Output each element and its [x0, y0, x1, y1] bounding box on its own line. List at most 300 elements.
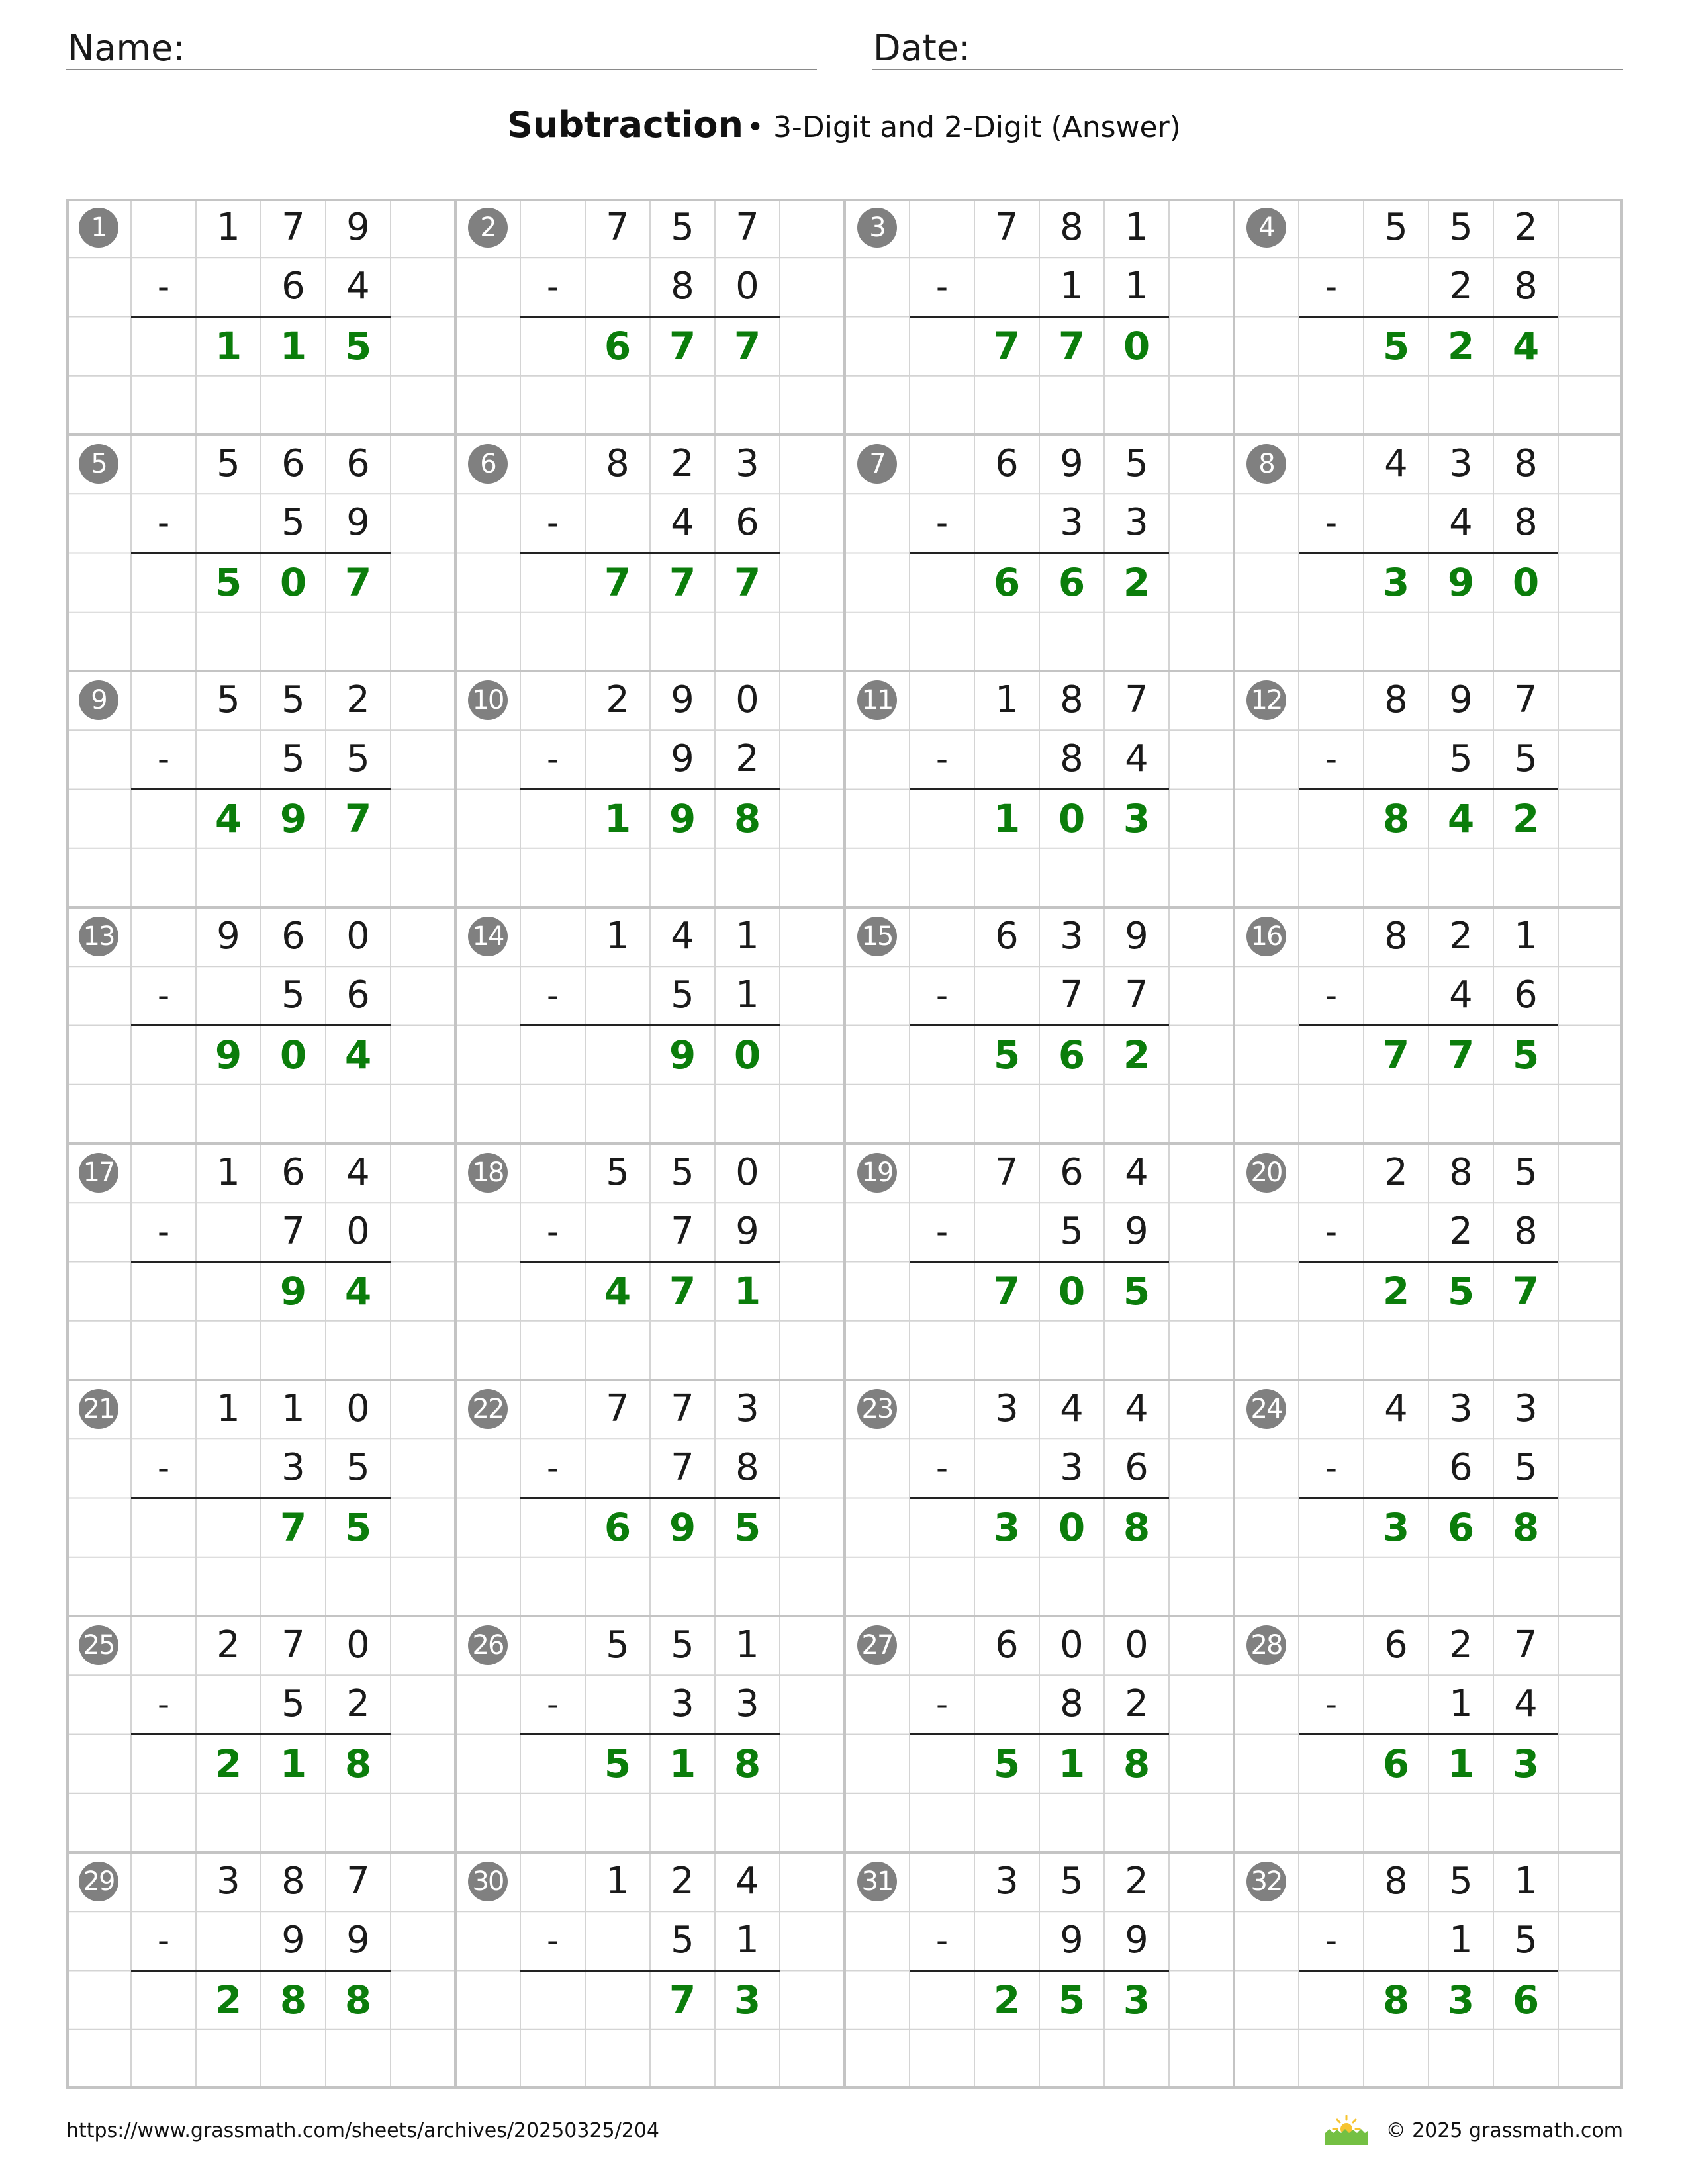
subtrahend-digit: 1 — [735, 1919, 759, 1962]
subtrahend-digit: 7 — [671, 1210, 694, 1253]
subtrahend-digit: 3 — [1125, 501, 1149, 545]
problem-number-badge: 3 — [857, 208, 897, 248]
answer-digit: 1 — [1447, 1741, 1475, 1786]
minuend-digit: 1 — [735, 1623, 759, 1666]
answer-digit: 5 — [344, 1504, 372, 1550]
minus-sign: - — [935, 1212, 949, 1251]
answer-digit: 2 — [993, 1977, 1021, 2023]
minus-sign: - — [1325, 1685, 1338, 1724]
subtrahend-digit: 8 — [1060, 737, 1084, 781]
subtrahend-digit: 9 — [346, 1919, 370, 1962]
answer-digit: 8 — [344, 1977, 372, 2023]
problem-number-badge: 28 — [1246, 1625, 1286, 1665]
answer-digit: 6 — [1058, 1032, 1086, 1077]
answer-digit: 9 — [1447, 559, 1475, 605]
minuend-digit: 7 — [281, 206, 305, 249]
minuend-digit: 6 — [995, 1623, 1019, 1666]
subtrahend-digit: 8 — [735, 1446, 759, 1490]
minuend-digit: 5 — [1384, 206, 1408, 249]
minus-sign: - — [1325, 504, 1338, 543]
problem-number-badge: 7 — [857, 444, 897, 484]
minuend-digit: 9 — [1060, 442, 1084, 485]
answer-digit: 4 — [604, 1268, 632, 1314]
minuend-digit: 5 — [216, 442, 240, 485]
answer-digit: 5 — [993, 1741, 1021, 1786]
problem-grid — [66, 199, 1623, 2089]
minus-sign: - — [157, 1685, 170, 1724]
title-sub: • 3-Digit and 2-Digit (Answer) — [747, 111, 1181, 144]
answer-digit: 0 — [1123, 323, 1150, 369]
minuend-digit: 3 — [735, 442, 759, 485]
subtrahend-digit: 1 — [1449, 1682, 1473, 1726]
answer-digit: 3 — [1123, 1977, 1150, 2023]
minus-sign: - — [1325, 267, 1338, 306]
minuend-digit: 5 — [1514, 1151, 1538, 1194]
minus-sign: - — [1325, 1449, 1338, 1488]
subtrahend-digit: 4 — [1449, 974, 1473, 1017]
minuend-digit: 4 — [671, 915, 694, 958]
minus-sign: - — [157, 267, 170, 306]
minuend-digit: 2 — [671, 1860, 694, 1903]
subtrahend-digit: 5 — [1449, 737, 1473, 781]
minuend-digit: 9 — [1125, 915, 1149, 958]
minuend-digit: 5 — [1449, 206, 1473, 249]
minus-sign: - — [546, 740, 559, 779]
subtrahend-digit: 9 — [1060, 1919, 1084, 1962]
problem-number-badge: 23 — [857, 1389, 897, 1429]
subtrahend-digit: 8 — [671, 265, 694, 308]
minuend-digit: 2 — [1449, 1623, 1473, 1666]
subtrahend-digit: 5 — [1514, 1919, 1538, 1962]
problem-number-badge: 20 — [1246, 1153, 1286, 1193]
minuend-digit: 7 — [606, 206, 630, 249]
subtrahend-digit: 5 — [346, 737, 370, 781]
problem-number-badge: 30 — [468, 1862, 508, 1901]
answer-digit: 7 — [669, 1268, 696, 1314]
answer-digit: 4 — [344, 1268, 372, 1314]
minus-sign: - — [157, 1449, 170, 1488]
problem-number-badge: 6 — [468, 444, 508, 484]
answer-digit: 7 — [733, 323, 761, 369]
minuend-digit: 6 — [281, 442, 305, 485]
problem-number-badge: 10 — [468, 680, 508, 720]
answer-digit: 8 — [1123, 1504, 1150, 1550]
answer-digit: 8 — [1382, 1977, 1410, 2023]
minuend-digit: 3 — [1449, 1387, 1473, 1430]
answer-digit: 1 — [733, 1268, 761, 1314]
answer-digit: 2 — [1447, 323, 1475, 369]
minuend-digit: 1 — [281, 1387, 305, 1430]
minuend-digit: 3 — [995, 1387, 1019, 1430]
subtrahend-digit: 4 — [1125, 737, 1149, 781]
minuend-digit: 3 — [1449, 442, 1473, 485]
minuend-digit: 7 — [606, 1387, 630, 1430]
answer-digit: 8 — [344, 1741, 372, 1786]
answer-digit: 7 — [279, 1504, 307, 1550]
minuend-digit: 3 — [995, 1860, 1019, 1903]
grass-sun-logo-icon — [1323, 2113, 1370, 2146]
minuend-digit: 8 — [1060, 206, 1084, 249]
problem-number-badge: 18 — [468, 1153, 508, 1193]
minuend-digit: 7 — [281, 1623, 305, 1666]
minus-sign: - — [935, 1449, 949, 1488]
subtrahend-digit: 1 — [1125, 265, 1149, 308]
minus-sign: - — [1325, 740, 1338, 779]
subtrahend-digit: 9 — [671, 737, 694, 781]
minuend-digit: 7 — [671, 1387, 694, 1430]
subtrahend-digit: 5 — [1060, 1210, 1084, 1253]
subtrahend-digit: 7 — [281, 1210, 305, 1253]
minuend-digit: 5 — [1060, 1860, 1084, 1903]
answer-digit: 9 — [669, 1032, 696, 1077]
minus-sign: - — [546, 1449, 559, 1488]
minuend-digit: 7 — [995, 1151, 1019, 1194]
answer-digit: 3 — [733, 1977, 761, 2023]
answer-digit: 5 — [733, 1504, 761, 1550]
minuend-digit: 2 — [1449, 915, 1473, 958]
minuend-digit: 2 — [1384, 1151, 1408, 1194]
minuend-digit: 3 — [1514, 1387, 1538, 1430]
minuend-digit: 9 — [346, 206, 370, 249]
problem-number-badge: 32 — [1246, 1862, 1286, 1901]
minuend-digit: 1 — [606, 1860, 630, 1903]
answer-digit: 1 — [279, 1741, 307, 1786]
footer-copyright: © 2025 grassmath.com — [1385, 2119, 1623, 2142]
answer-digit: 0 — [1512, 559, 1540, 605]
minuend-digit: 1 — [216, 1387, 240, 1430]
problem-number-badge: 19 — [857, 1153, 897, 1193]
answer-digit: 0 — [733, 1032, 761, 1077]
minuend-digit: 7 — [995, 206, 1019, 249]
minuend-digit: 8 — [1449, 1151, 1473, 1194]
answer-digit: 3 — [1382, 1504, 1410, 1550]
minuend-digit: 6 — [281, 1151, 305, 1194]
minuend-digit: 0 — [346, 1387, 370, 1430]
answer-digit: 1 — [604, 796, 632, 841]
minuend-digit: 9 — [671, 678, 694, 721]
subtrahend-digit: 9 — [1125, 1919, 1149, 1962]
problem-number-badge: 22 — [468, 1389, 508, 1429]
footer-url: https://www.grassmath.com/sheets/archives/20250325/204 — [66, 2119, 660, 2142]
minuend-digit: 3 — [1060, 915, 1084, 958]
minuend-digit: 8 — [1384, 1860, 1408, 1903]
subtrahend-digit: 2 — [1125, 1682, 1149, 1726]
problem-number-badge: 17 — [79, 1153, 118, 1193]
subtrahend-digit: 4 — [1514, 1682, 1538, 1726]
minuend-digit: 6 — [346, 442, 370, 485]
subtrahend-digit: 3 — [671, 1682, 694, 1726]
problem-number-badge: 1 — [79, 208, 118, 248]
subtrahend-digit: 6 — [281, 265, 305, 308]
problem-number-badge: 31 — [857, 1862, 897, 1901]
answer-digit: 9 — [214, 1032, 242, 1077]
subtrahend-digit: 5 — [671, 1919, 694, 1962]
answer-digit: 1 — [1058, 1741, 1086, 1786]
minuend-digit: 1 — [1514, 915, 1538, 958]
subtrahend-digit: 9 — [346, 501, 370, 545]
answer-digit: 3 — [1512, 1741, 1540, 1786]
subtrahend-digit: 8 — [1514, 1210, 1538, 1253]
answer-digit: 5 — [1382, 323, 1410, 369]
minuend-digit: 6 — [1384, 1623, 1408, 1666]
subtrahend-digit: 8 — [1060, 1682, 1084, 1726]
answer-digit: 7 — [344, 796, 372, 841]
subtrahend-digit: 6 — [346, 974, 370, 1017]
subtrahend-digit: 6 — [1125, 1446, 1149, 1490]
answer-digit: 8 — [1382, 796, 1410, 841]
minus-sign: - — [1325, 1212, 1338, 1251]
answer-digit: 7 — [344, 559, 372, 605]
problem-number-badge: 26 — [468, 1625, 508, 1665]
minuend-digit: 8 — [1384, 915, 1408, 958]
minus-sign: - — [1325, 1921, 1338, 1960]
minuend-digit: 7 — [1514, 678, 1538, 721]
subtrahend-digit: 6 — [1514, 974, 1538, 1017]
minuend-digit: 5 — [671, 206, 694, 249]
answer-digit: 4 — [214, 796, 242, 841]
minuend-digit: 4 — [1384, 442, 1408, 485]
answer-digit: 9 — [669, 1504, 696, 1550]
minuend-digit: 5 — [671, 1623, 694, 1666]
problem-number-badge: 12 — [1246, 680, 1286, 720]
subtrahend-digit: 1 — [735, 974, 759, 1017]
minus-sign: - — [157, 740, 170, 779]
minus-sign: - — [935, 267, 949, 306]
answer-digit: 4 — [1512, 323, 1540, 369]
minuend-digit: 7 — [1514, 1623, 1538, 1666]
problem-number-badge: 24 — [1246, 1389, 1286, 1429]
minuend-digit: 7 — [735, 206, 759, 249]
subtrahend-digit: 4 — [346, 265, 370, 308]
minus-sign: - — [935, 504, 949, 543]
problem-number-badge: 14 — [468, 917, 508, 956]
answer-digit: 3 — [1123, 796, 1150, 841]
answer-digit: 9 — [279, 796, 307, 841]
answer-digit: 5 — [604, 1741, 632, 1786]
minuend-digit: 9 — [216, 915, 240, 958]
subtrahend-digit: 3 — [735, 1682, 759, 1726]
subtrahend-digit: 2 — [346, 1682, 370, 1726]
answer-digit: 2 — [1382, 1268, 1410, 1314]
answer-digit: 7 — [669, 323, 696, 369]
minuend-digit: 1 — [216, 1151, 240, 1194]
subtrahend-digit: 8 — [1514, 501, 1538, 545]
answer-digit: 7 — [1512, 1268, 1540, 1314]
subtrahend-digit: 5 — [281, 501, 305, 545]
minus-sign: - — [157, 504, 170, 543]
problem-number-badge: 4 — [1246, 208, 1286, 248]
answer-digit: 5 — [1447, 1268, 1475, 1314]
subtrahend-digit: 9 — [735, 1210, 759, 1253]
minuend-digit: 1 — [1125, 206, 1149, 249]
answer-digit: 9 — [279, 1268, 307, 1314]
answer-digit: 8 — [733, 796, 761, 841]
answer-digit: 3 — [1382, 559, 1410, 605]
subtrahend-digit: 3 — [281, 1446, 305, 1490]
minus-sign: - — [935, 1921, 949, 1960]
minuend-digit: 8 — [1514, 442, 1538, 485]
subtrahend-digit: 5 — [1514, 1446, 1538, 1490]
minus-sign: - — [157, 1921, 170, 1960]
minuend-digit: 2 — [346, 678, 370, 721]
minuend-digit: 1 — [995, 678, 1019, 721]
answer-digit: 5 — [1512, 1032, 1540, 1077]
problem-number-badge: 13 — [79, 917, 118, 956]
problem-number-badge: 16 — [1246, 917, 1286, 956]
answer-digit: 0 — [279, 1032, 307, 1077]
answer-digit: 7 — [669, 1977, 696, 2023]
minuend-digit: 0 — [346, 915, 370, 958]
answer-digit: 5 — [1123, 1268, 1150, 1314]
answer-digit: 5 — [214, 559, 242, 605]
date-field[interactable] — [872, 25, 1623, 70]
answer-digit: 1 — [279, 323, 307, 369]
subtrahend-digit: 5 — [346, 1446, 370, 1490]
minuend-digit: 6 — [1060, 1151, 1084, 1194]
subtrahend-digit: 5 — [281, 1682, 305, 1726]
minus-sign: - — [546, 1212, 559, 1251]
minus-sign: - — [935, 976, 949, 1015]
minus-sign: - — [546, 1685, 559, 1724]
minuend-digit: 4 — [1384, 1387, 1408, 1430]
minuend-digit: 1 — [735, 915, 759, 958]
answer-digit: 2 — [1123, 559, 1150, 605]
problem-number-badge: 15 — [857, 917, 897, 956]
subtrahend-digit: 0 — [735, 265, 759, 308]
minus-sign: - — [935, 740, 949, 779]
subtrahend-digit: 5 — [281, 974, 305, 1017]
problem-number-badge: 27 — [857, 1625, 897, 1665]
minuend-digit: 4 — [1060, 1387, 1084, 1430]
answer-digit: 6 — [604, 323, 632, 369]
answer-digit: 0 — [1058, 1504, 1086, 1550]
subtrahend-digit: 6 — [1449, 1446, 1473, 1490]
page-title — [0, 104, 1688, 146]
problem-number-badge: 29 — [79, 1862, 118, 1901]
problem-number-badge: 21 — [79, 1389, 118, 1429]
minuend-digit: 6 — [995, 915, 1019, 958]
name-label: Name: — [68, 27, 185, 69]
subtrahend-digit: 9 — [281, 1919, 305, 1962]
minuend-digit: 7 — [346, 1860, 370, 1903]
minuend-digit: 5 — [1449, 1860, 1473, 1903]
minuend-digit: 6 — [995, 442, 1019, 485]
subtrahend-digit: 9 — [1125, 1210, 1149, 1253]
minuend-digit: 0 — [735, 678, 759, 721]
problem-number-badge: 25 — [79, 1625, 118, 1665]
subtrahend-digit: 2 — [1449, 1210, 1473, 1253]
minuend-digit: 4 — [1125, 1151, 1149, 1194]
answer-digit: 6 — [1512, 1977, 1540, 2023]
answer-digit: 3 — [993, 1504, 1021, 1550]
problem-number-badge: 8 — [1246, 444, 1286, 484]
minuend-digit: 4 — [346, 1151, 370, 1194]
minuend-digit: 0 — [346, 1623, 370, 1666]
answer-digit: 1 — [993, 796, 1021, 841]
answer-digit: 7 — [993, 1268, 1021, 1314]
title-main: Subtraction — [507, 104, 743, 146]
answer-digit: 6 — [604, 1504, 632, 1550]
answer-digit: 9 — [669, 796, 696, 841]
minuend-digit: 7 — [1125, 678, 1149, 721]
minus-sign: - — [157, 1212, 170, 1251]
minuend-digit: 0 — [1125, 1623, 1149, 1666]
subtrahend-digit: 4 — [1449, 501, 1473, 545]
date-label: Date: — [873, 27, 971, 69]
answer-digit: 0 — [1058, 1268, 1086, 1314]
answer-digit: 7 — [993, 323, 1021, 369]
minus-sign: - — [546, 1921, 559, 1960]
subtrahend-digit: 2 — [735, 737, 759, 781]
subtrahend-digit: 2 — [1449, 265, 1473, 308]
minus-sign: - — [546, 504, 559, 543]
answer-digit: 2 — [1123, 1032, 1150, 1077]
minus-sign: - — [1325, 976, 1338, 1015]
minus-sign: - — [157, 976, 170, 1015]
minuend-digit: 5 — [216, 678, 240, 721]
subtrahend-digit: 4 — [671, 501, 694, 545]
answer-digit: 6 — [1382, 1741, 1410, 1786]
minuend-digit: 1 — [1514, 1860, 1538, 1903]
minuend-digit: 0 — [735, 1151, 759, 1194]
minuend-digit: 1 — [216, 206, 240, 249]
minus-sign: - — [546, 267, 559, 306]
answer-digit: 7 — [1447, 1032, 1475, 1077]
answer-digit: 6 — [993, 559, 1021, 605]
answer-digit: 7 — [604, 559, 632, 605]
answer-digit: 7 — [1382, 1032, 1410, 1077]
minuend-digit: 8 — [281, 1860, 305, 1903]
minuend-digit: 8 — [606, 442, 630, 485]
answer-digit: 8 — [1123, 1741, 1150, 1786]
minuend-digit: 5 — [606, 1623, 630, 1666]
answer-digit: 0 — [279, 559, 307, 605]
subtrahend-digit: 1 — [1449, 1919, 1473, 1962]
answer-digit: 1 — [214, 323, 242, 369]
answer-digit: 8 — [733, 1741, 761, 1786]
subtrahend-digit: 5 — [281, 737, 305, 781]
answer-digit: 4 — [1447, 796, 1475, 841]
minuend-digit: 3 — [735, 1387, 759, 1430]
answer-digit: 5 — [1058, 1977, 1086, 2023]
minuend-digit: 8 — [1384, 678, 1408, 721]
name-field[interactable] — [66, 25, 817, 70]
minuend-digit: 2 — [606, 678, 630, 721]
answer-digit: 1 — [669, 1741, 696, 1786]
answer-digit: 2 — [1512, 796, 1540, 841]
minuend-digit: 4 — [735, 1860, 759, 1903]
minuend-digit: 0 — [1060, 1623, 1084, 1666]
minus-sign: - — [935, 1685, 949, 1724]
problem-number-badge: 5 — [79, 444, 118, 484]
problem-number-badge: 9 — [79, 680, 118, 720]
answer-digit: 2 — [214, 1741, 242, 1786]
minuend-digit: 3 — [216, 1860, 240, 1903]
answer-digit: 7 — [669, 559, 696, 605]
answer-digit: 4 — [344, 1032, 372, 1077]
minuend-digit: 1 — [606, 915, 630, 958]
minuend-digit: 5 — [1125, 442, 1149, 485]
subtrahend-digit: 3 — [1060, 501, 1084, 545]
minuend-digit: 5 — [606, 1151, 630, 1194]
answer-digit: 8 — [279, 1977, 307, 2023]
minus-sign: - — [546, 976, 559, 1015]
answer-digit: 6 — [1447, 1504, 1475, 1550]
subtrahend-digit: 5 — [1514, 737, 1538, 781]
answer-digit: 6 — [1058, 559, 1086, 605]
answer-digit: 7 — [1058, 323, 1086, 369]
minuend-digit: 2 — [216, 1623, 240, 1666]
